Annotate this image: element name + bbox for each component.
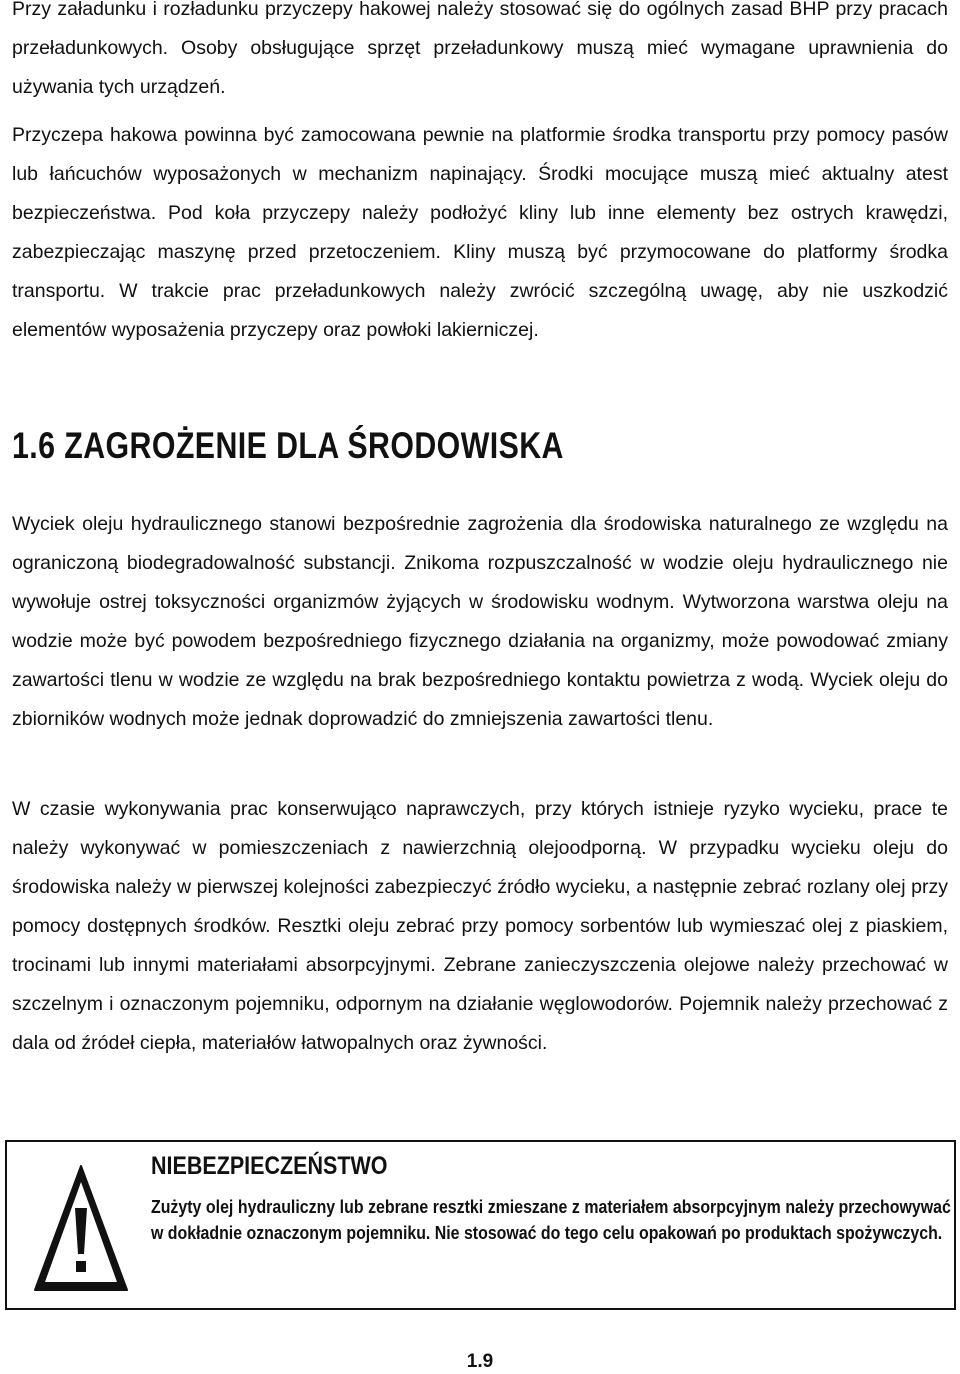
paragraph-securing-trailer: Przyczepa hakowa powinna być zamocowana pewnie na platformie środka transportu przy pomocy pasów lub łańcuchów wyposażonych w mechanizm napinający. Środki mocujące muszą mieć aktualny atest bezpieczeństwa. Pod koła przyczepy należy podłożyć kliny lub inne elementy bez ostrych krawędzi, zabezpieczając maszynę przed przetoczeniem. Kliny muszą być przymocowane do platformy środka transportu. W trakcie prac przeładunkowych należy zwrócić szczególną uwagę, aby nie uszkodzić elementów wyposażenia przyczepy oraz powłoki lakierniczej.	[12, 124, 948, 341]
paragraph-leak-procedure: W czasie wykonywania prac konserwująco naprawczych, przy których istnieje ryzyko wycieku, prace te należy wykonywać w pomieszczeniach z nawierzchnią olejoodporną. W przypadku wycieku oleju do środowiska należy w pierwszej kolejności zabezpieczyć źródło wycieku, a następnie zebrać rozlany olej przy pomocy dostępnych środków. Resztki oleju zebrać przy pomocy sorbentów lub wymieszać olej z piaskiem, trocinami lub innymi materiałami absorpcyjnymi. Zebrane zanieczyszczenia olejowe należy przechować w szczelnym i oznaczonym pojemniku, odpornym na działanie węglowodorów. Pojemnik należy przechować z dala od źródeł ciepła, materiałów łatwopalnych oraz żywności.	[12, 798, 948, 1054]
warning-title: NIEBEZPIECZEŃSTWO	[151, 1152, 388, 1180]
section-heading: 1.6 ZAGROŻENIE DLA ŚRODOWISKA	[12, 425, 564, 466]
page-number: 1.9	[466, 1351, 494, 1372]
danger-warning-box	[5, 1140, 956, 1310]
paragraph-oil-leak-hazard: Wyciek oleju hydraulicznego stanowi bezpośrednie zagrożenia dla środowiska naturalnego ze względu na ograniczoną biodegradowalność substancji. Znikoma rozpuszczalność w wodzie oleju hydraulicznego nie wywołuje ostrej toksyczności organizmów żyjących w środowisku wodnym. Wytworzona warstwa oleju na wodzie może być powodem bezpośredniego fizycznego działania na organizmy, może powodować zmiany zawartości tlenu w wodzie ze względu na brak bezpośredniego kontaktu powietrza z wodą. Wyciek oleju do zbiorników wodnych może jednak doprowadzić do zmniejszenia zawartości tlenu.	[12, 513, 948, 730]
paragraph-loading-rules: Przy załadunku i rozładunku przyczepy hakowej należy stosować się do ogólnych zasad BHP przy pracach przeładunkowych. Osoby obsługujące sprzęt przeładunkowy muszą mieć wymagane uprawnienia do używania tych urządzeń.	[12, 0, 948, 98]
warning-triangle-icon	[32, 1162, 130, 1294]
warning-text: Zużyty olej hydrauliczny lub zebrane resztki zmieszane z materiałem absorpcyjnym należy przechowywać w dokładnie oznaczonym pojemniku. Nie stosować do tego celu opakowań po produktach spożywczych.	[151, 1196, 951, 1243]
